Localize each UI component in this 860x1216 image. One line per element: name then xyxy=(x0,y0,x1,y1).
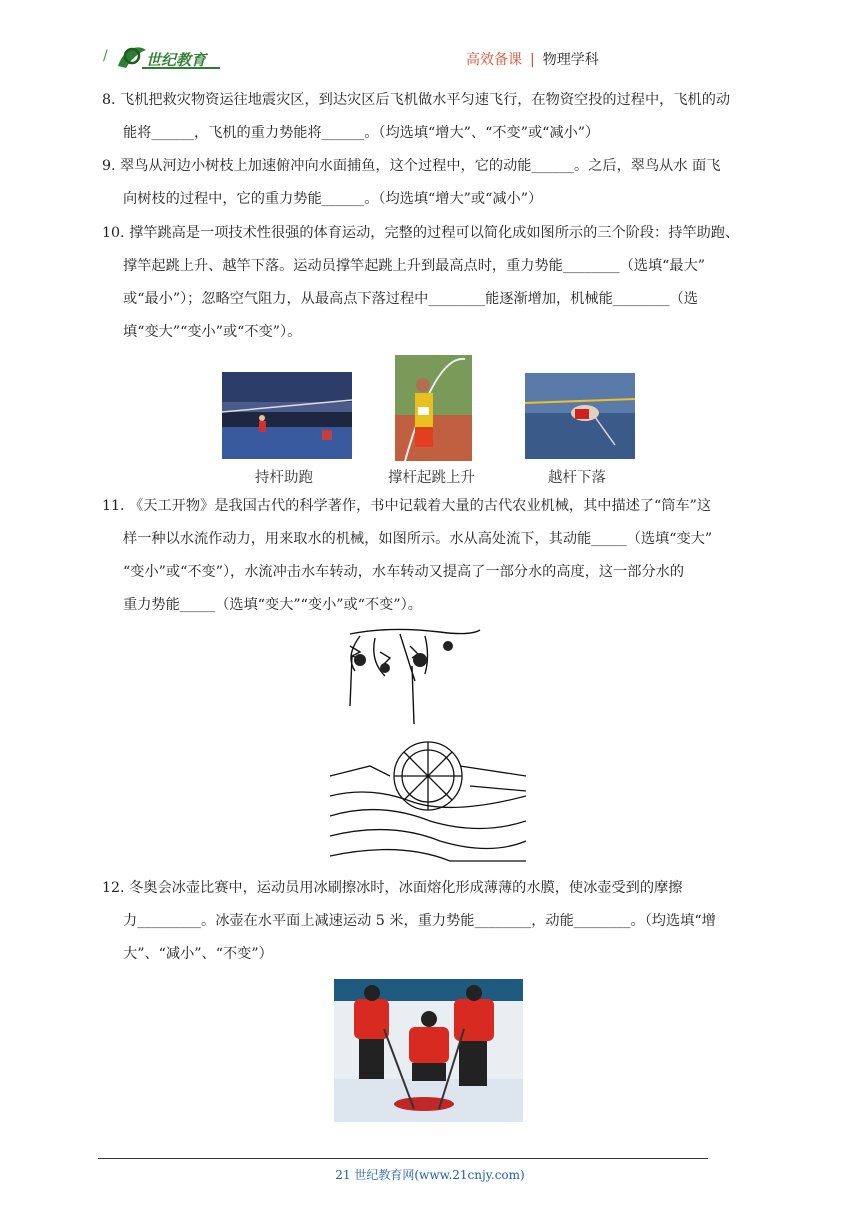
question-11-line1: 11. 《天工开物》是我国古代的科学著作，书中记载着大量的古代农业机械，其中描述了“筒车”这 xyxy=(102,498,712,514)
subject-label: 物理学科 xyxy=(542,52,599,68)
question-10 xyxy=(102,217,739,349)
question-12-line1: 12. 冬奥会冰壶比赛中，运动员用冰刷擦冰时，冰面熔化形成薄薄的水膜，使冰壶受到的摩擦 xyxy=(102,880,683,896)
svg-text:世纪教育: 世纪教育 xyxy=(146,51,207,69)
question-9-line1: 9. 翠鸟从河边小树枝上加速俯冲向水面捕鱼，这个过程中，它的动能______。之后，翠鸟从水 面飞 xyxy=(102,158,721,174)
curling-photo xyxy=(334,979,523,1122)
page-header xyxy=(0,0,860,80)
caption-clearance: 越杆下落 xyxy=(548,470,606,486)
footer-divider xyxy=(98,1158,708,1159)
question-12-line3: 大”、“减小”、“不变”） xyxy=(123,946,273,962)
question-10-line2: 撑竿起跳上升、越竿下落。运动员撑竿起跳上升到最高点时，重力势能________（选填“最大” xyxy=(123,258,706,274)
question-12 xyxy=(102,872,716,971)
question-8 xyxy=(102,84,730,150)
question-9-line2: 向树枝的过程中，它的重力势能______。（均选填“增大”或“减小”） xyxy=(123,191,543,207)
takeoff-photo xyxy=(395,355,472,461)
run-up-photo xyxy=(222,372,352,459)
header-separator: | xyxy=(530,52,535,68)
question-9 xyxy=(102,150,720,216)
caption-run-up: 持杆助跑 xyxy=(255,470,313,486)
clearance-photo xyxy=(525,373,635,459)
question-10-line3: 或“最小”）；忽略空气阻力，从最高点下落过程中________能逐渐增加，机械能________（选 xyxy=(123,291,698,307)
caption-takeoff: 撑杆起跳上升 xyxy=(388,470,475,486)
question-11-line3: “变小”或“不变”），水流冲击水车转动，水车转动又提高了一部分水的高度，这一部分水的 xyxy=(123,564,685,580)
brand-label: 高效备课 xyxy=(466,52,522,68)
footer-source: 21 世纪教育网(www.21cnjy.com) xyxy=(335,1168,525,1182)
header-subject xyxy=(466,49,599,69)
question-11 xyxy=(102,490,712,622)
water-wheel-illustration xyxy=(330,626,526,866)
question-8-line2: 能将______，飞机的重力势能将______。（均选填“增大”、“不变”或“减小”） xyxy=(123,125,600,141)
logo-slash: / xyxy=(103,48,108,64)
question-10-line4: 填“变大”“变小”或“不变”）。 xyxy=(123,324,302,340)
question-11-line4: 重力势能_____（选填“变大”“变小”或“不变”）。 xyxy=(123,597,422,613)
question-12-line2: 力_________。冰壶在水平面上减速运动 5 米，重力势能________，动能________。（均选填“增 xyxy=(123,913,716,929)
question-10-line1: 10. 撑竿跳高是一项技术性很强的体育运动，完整的过程可以简化成如图所示的三个阶段：持竿助跑、 xyxy=(102,225,740,241)
question-11-line2: 样一种以水流作动力，用来取水的机械，如图所示。水从高处流下，其动能_____（选填“变大” xyxy=(123,531,713,547)
logo-icon xyxy=(112,40,222,74)
question-8-line1: 8. 飞机把救灾物资运往地震灾区，到达灾区后飞机做水平匀速飞行，在物资空投的过程中，飞机的动 xyxy=(102,92,731,108)
